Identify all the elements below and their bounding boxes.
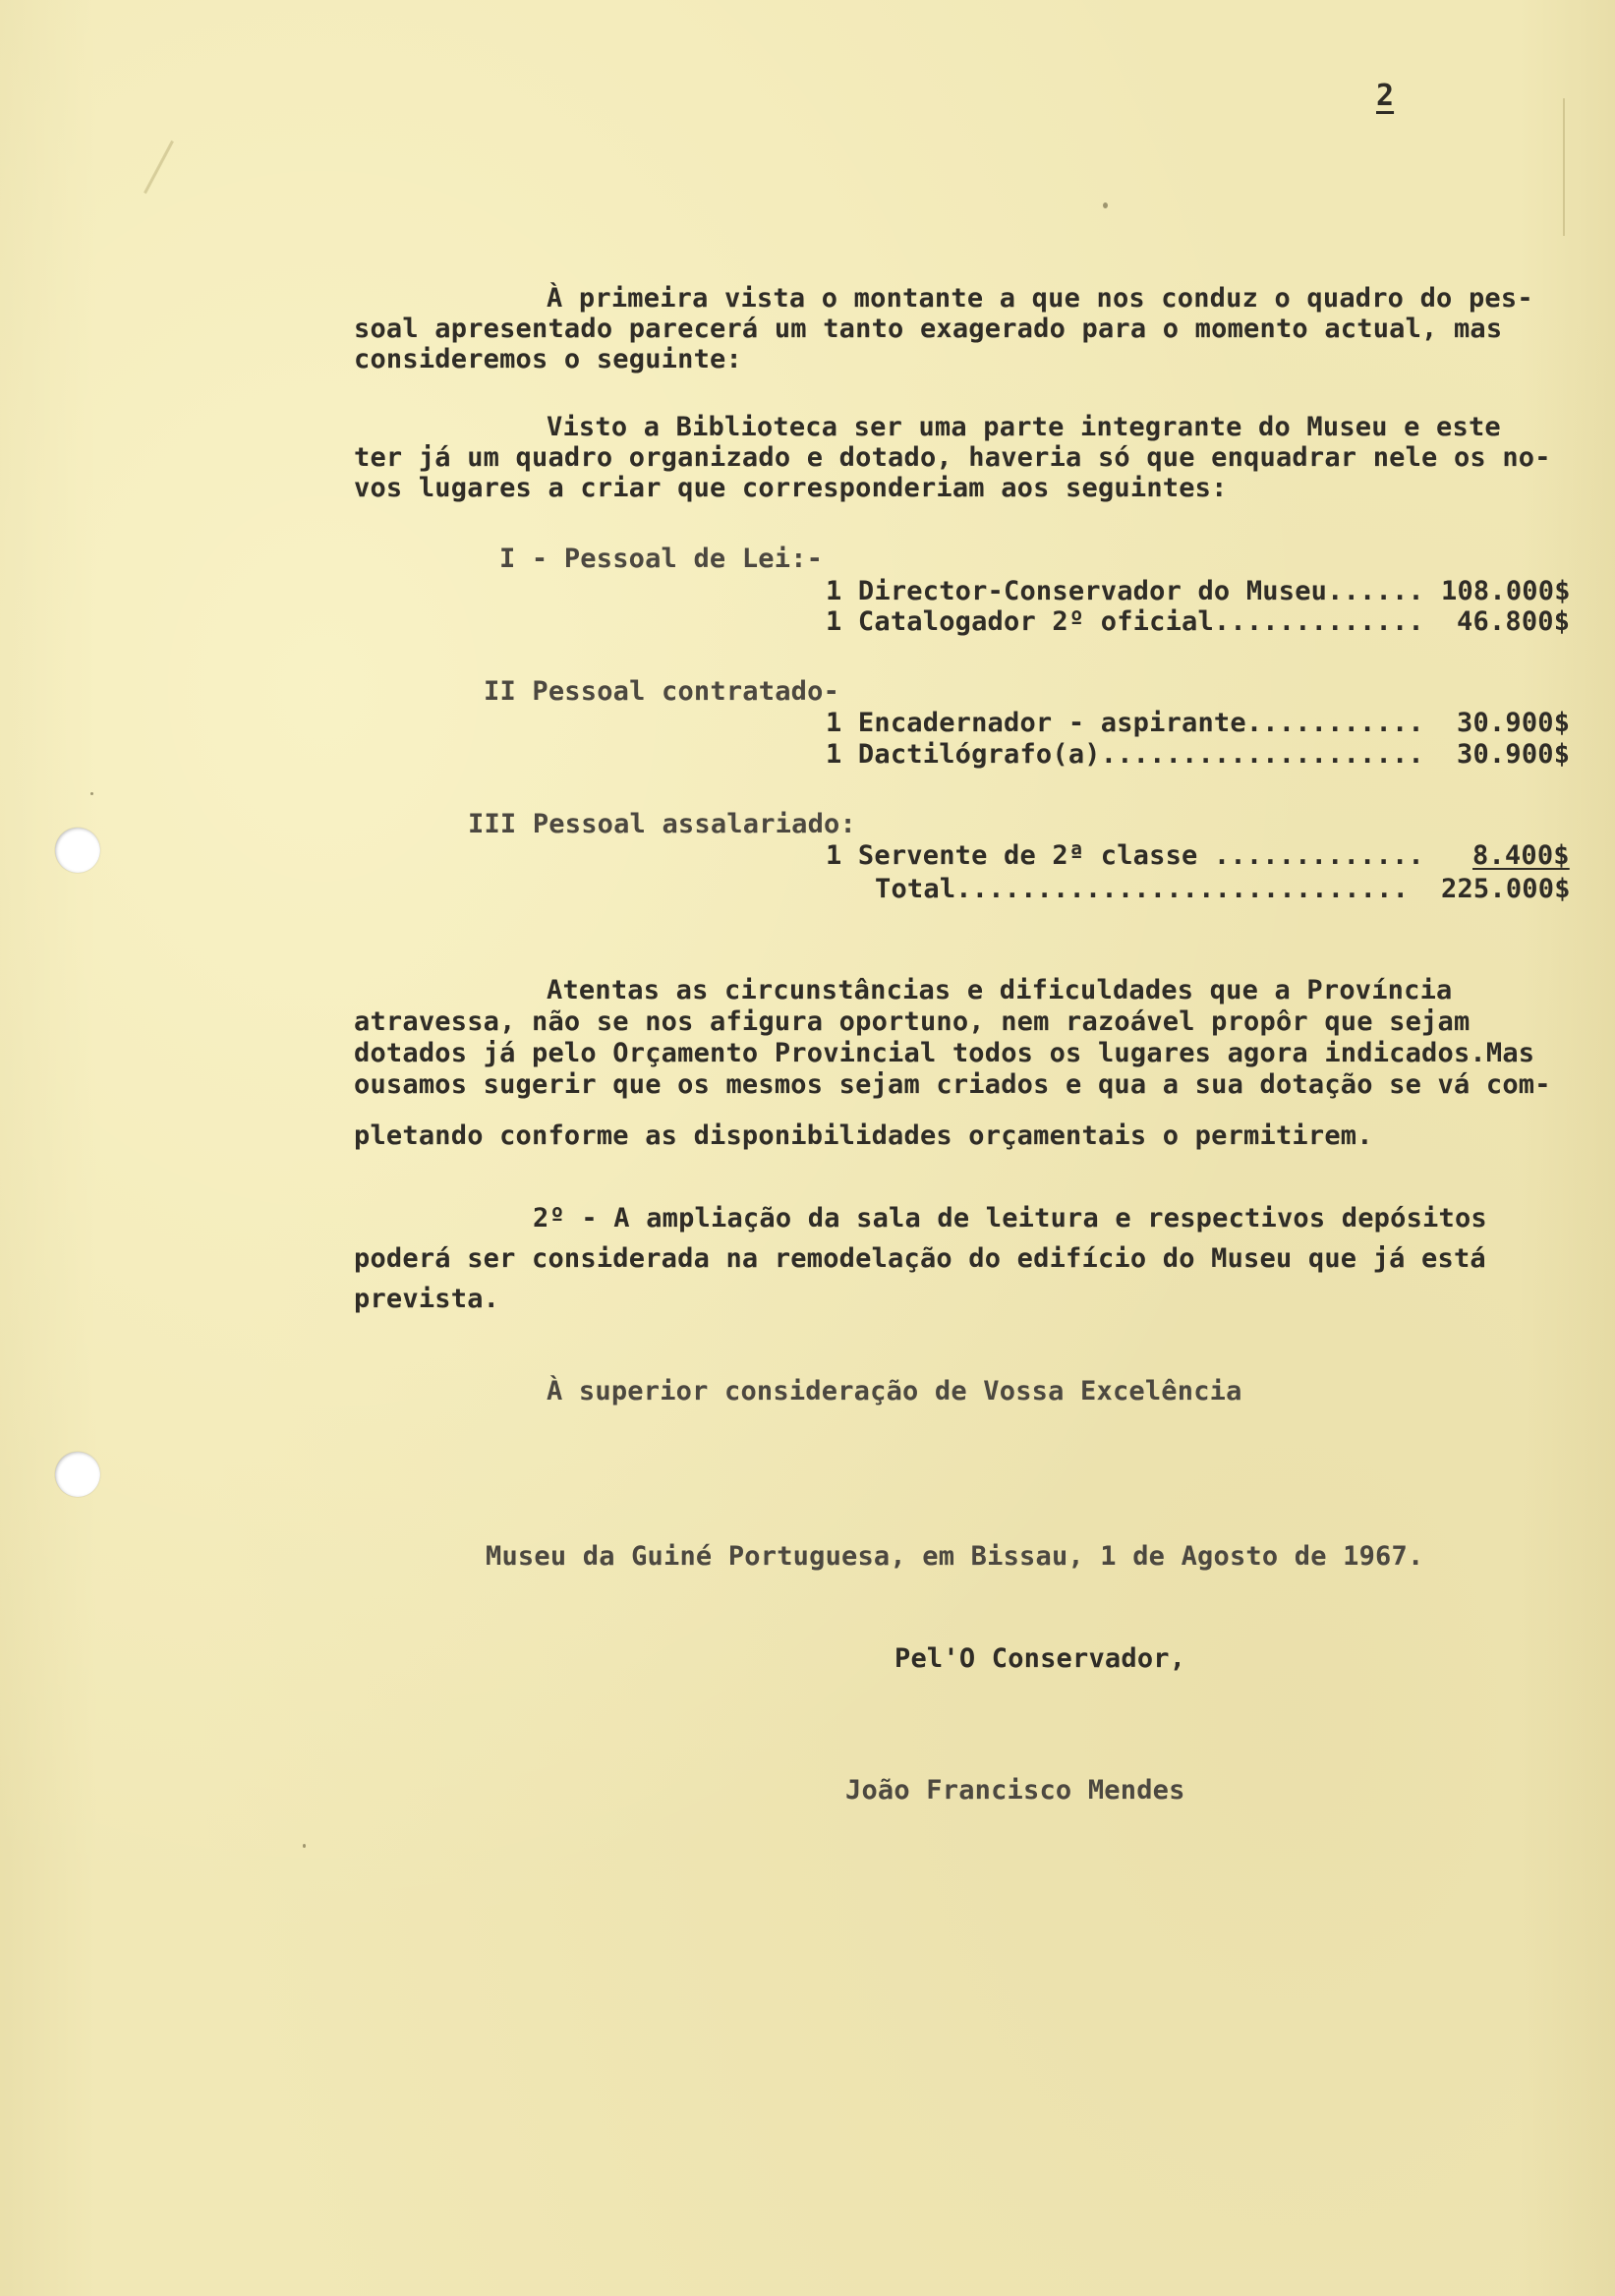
intro-line-2: soal apresentado parecerá um tanto exagerado para o momento actual, mas [354,314,1503,344]
paper-speck [303,1844,306,1848]
third-line-5: pletando conforme as disponibilidades orçamentais o permitirem. [354,1120,1373,1151]
staff-item-dactilografo: 1 Dactilógrafo(a).................... [826,739,1424,770]
signatory-name: João Francisco Mendes [845,1775,1185,1806]
second-line-1: Visto a Biblioteca ser uma parte integrante do Museu e este [547,412,1501,442]
staff-amount-director: 108.000$ [1441,576,1571,606]
intro-line-3: consideremos o seguinte: [354,344,742,374]
paper-speck [1103,202,1108,208]
fourth-line-1: 2º - A ampliação da sala de leitura e respectivos depósitos [533,1203,1487,1234]
fourth-line-2: poderá ser considerada na remodelação do edifício do Museu que já está [354,1243,1486,1274]
third-line-2: atravessa, não se nos afigura oportuno, nem razoável propôr que sejam [354,1006,1471,1037]
staff-amount-encadernador: 30.900$ [1457,708,1571,738]
staff-amount-catalogador: 46.800$ [1457,606,1571,637]
second-line-3: vos lugares a criar que corresponderiam aos seguintes: [354,473,1228,503]
place-date-line: Museu da Guiné Portuguesa, em Bissau, 1 de Agosto de 1967. [486,1541,1424,1572]
staff-item-servente: 1 Servente de 2ª classe ............. [826,840,1424,871]
third-line-4: ousamos sugerir que os mesmos sejam criados e qua a sua dotação se vá com- [354,1069,1551,1100]
third-line-3: dotados já pelo Orçamento Provincial todos os lugares agora indicados.Mas [354,1038,1535,1068]
punch-hole-bottom [55,1452,100,1497]
staff-item-encadernador: 1 Encadernador - aspirante........... [826,708,1424,738]
fourth-line-3: prevista. [354,1284,500,1314]
staff-item-catalogador: 1 Catalogador 2º oficial............. [826,606,1424,637]
section-heading-pessoal-de-lei: I - Pessoal de Lei:- [499,544,824,574]
staff-item-director: 1 Director-Conservador do Museu...... [826,576,1424,606]
second-line-2: ter já um quadro organizado e dotado, haveria só que enquadrar nele os no- [354,442,1551,473]
punch-hole-top [55,828,100,873]
paper-crease [144,141,174,194]
section-heading-pessoal-contratado: II Pessoal contratado- [484,676,840,707]
total-amount: 225.000$ [1441,874,1571,904]
paper-crease [1563,98,1565,236]
intro-line-1: À primeira vista o montante a que nos conduz o quadro do pes- [547,283,1533,314]
staff-amount-servente: 8.400$ [1472,840,1570,871]
signoff-line: Pel'O Conservador, [894,1643,1186,1674]
section-heading-pessoal-assalariado: III Pessoal assalariado: [468,809,856,839]
staff-amount-dactilografo: 30.900$ [1457,739,1571,770]
total-label: Total............................ [875,874,1410,904]
closing-line: À superior consideração de Vossa Excelência [547,1376,1242,1406]
third-line-1: Atentas as circunstâncias e dificuldades que a Província [547,975,1453,1005]
paper-speck [90,792,93,795]
page-number: 2 [1376,79,1395,113]
